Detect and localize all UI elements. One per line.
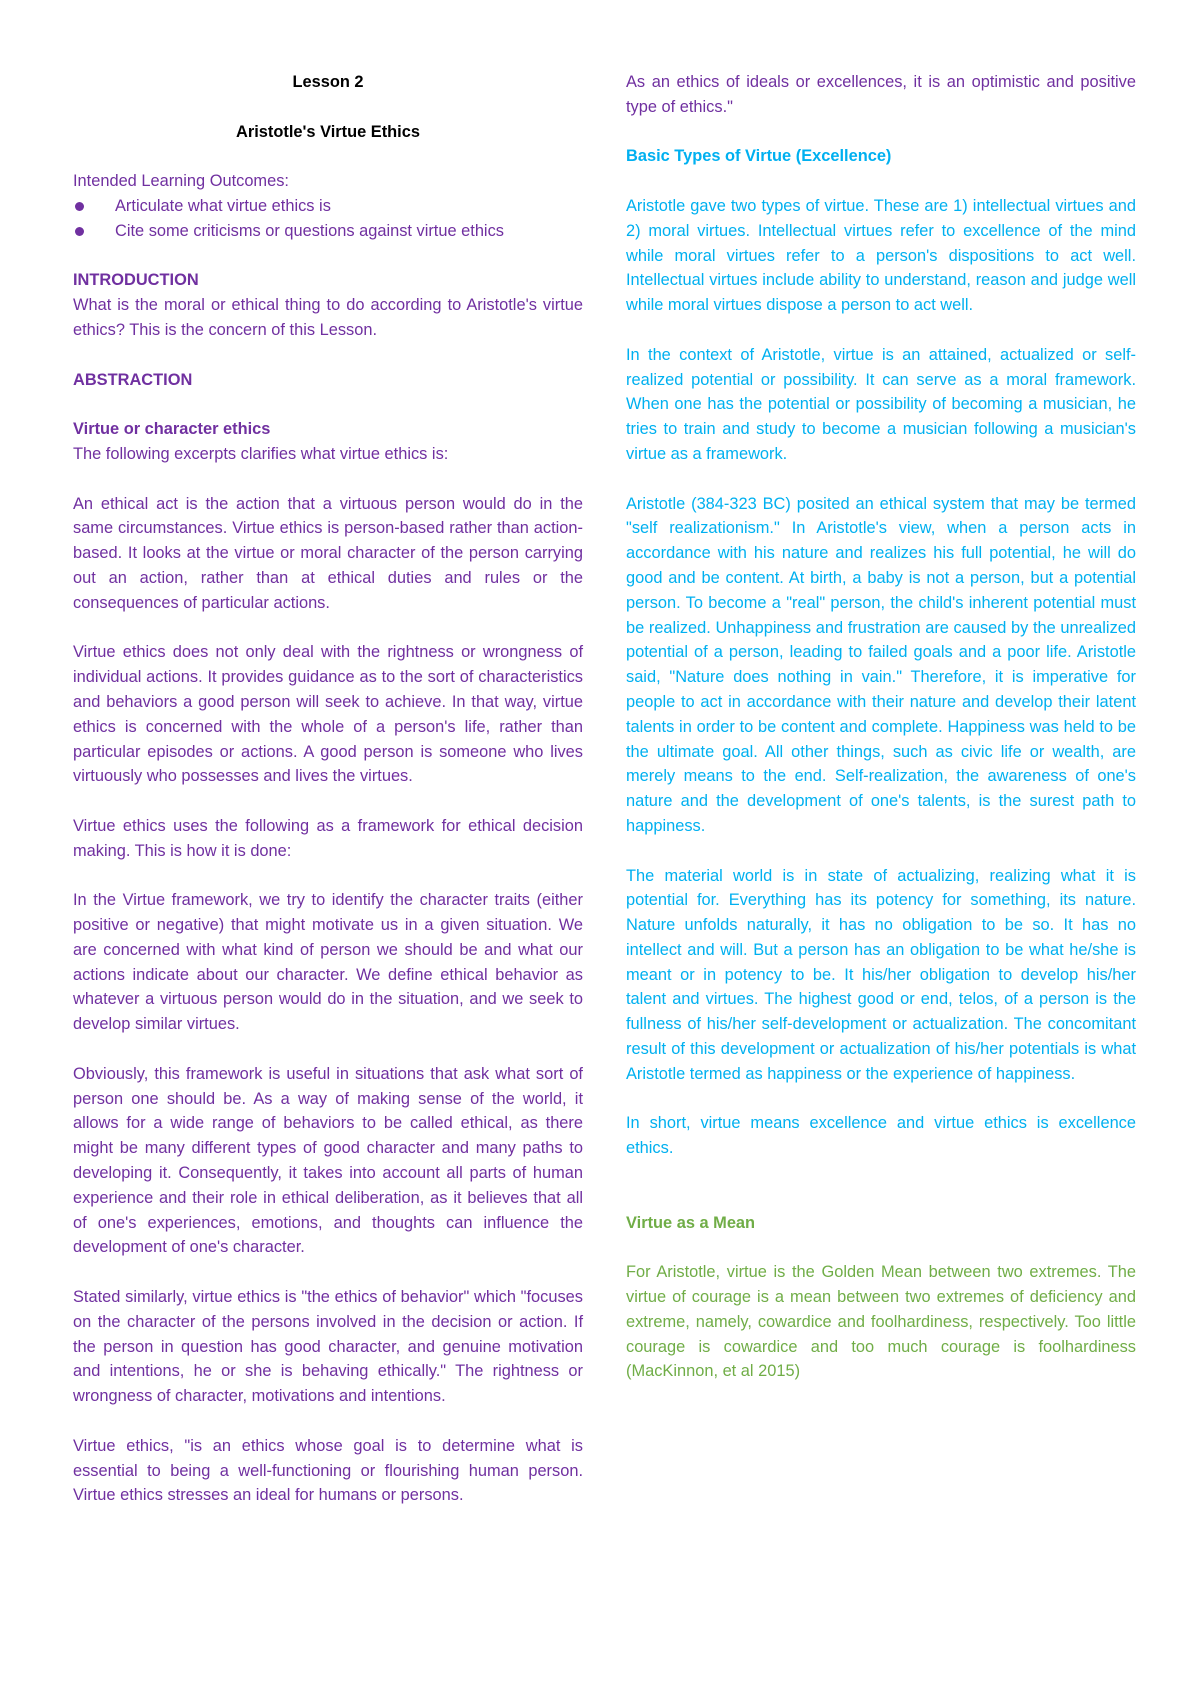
virtue-mean-text: For Aristotle, virtue is the Golden Mean between two extremes. The virtue of courage is a mean between two extremes of deficiency and extreme, namely, cowardice and foolhardiness, respectively. Too little courage is cowardice and too much courage is foolhardiness (MacKinnon, et al 2015) [626, 1263, 1136, 1381]
right-column [626, 70, 1136, 1409]
paragraph: The material world is in state of actualizing, realizing what it is potential for. Everything has its potency for something, its nature. Nature unfolds naturally, it has no obligation to be so. It has no intellect and will. But a person has an obligation to be what he/she is meant or in potency to be. It his/her obligation to develop his/her talent and virtues. The highest good or end, telos, of a person is the fullness of his/her self-development or actualization. The concomitant result of this development or actualization of his/her potentials is what Aristotle termed as happiness or the experience of happiness. [626, 866, 1136, 1083]
lesson-title: Aristotle's Virtue Ethics [236, 122, 420, 141]
types-heading: Basic Types of Virtue (Excellence) [626, 147, 892, 166]
outcome-item: Cite some criticisms or questions against virtue ethics [73, 219, 583, 244]
introduction-heading: INTRODUCTION [73, 271, 199, 290]
paragraph: In the Virtue framework, we try to identify the character traits (either positive or negative) that might motivate us in a given situation. We are concerned with what kind of person we should be and what our actions indicate about our character. We define ethical behavior as whatever a virtuous person would do in the situation, and we seek to develop similar virtues. [73, 891, 583, 1034]
paragraph: Aristotle (384-323 BC) posited an ethical system that may be termed "self realizationism." In Aristotle's view, when a person acts in accordance with his nature and realizes his full potential, he will do good and be content. At birth, a baby is not a person, but a potential person. To become a "real" person, the child's inherent potential must be realized. Unhappiness and frustration are caused by the unrealized potential of a person, leading to failed goals and a poor life. Aristotle said, "Nature does nothing in vain." Therefore, it is imperative for people to act in accordance with their nature and develop their latent talents in order to be content and complete. Happiness was held to be the ultimate goal. All other things, such as civic life or wealth, are merely means to the end. Self-realization, the awareness of one's nature and the development of one's talents, is the surest path to happiness. [626, 494, 1136, 835]
outcomes-label: Intended Learning Outcomes: [73, 172, 289, 191]
abstraction-heading: ABSTRACTION [73, 370, 193, 389]
paragraph: In the context of Aristotle, virtue is an attained, actualized or self-realized potential or possibility. It can serve as a moral framework. When one has the potential or possibility of becoming a musician, he tries to train and study to become a musician following a musician's virtue as a framework. [626, 345, 1136, 463]
paragraph: Aristotle gave two types of virtue. These are 1) intellectual virtues and 2) moral virtues. Intellectual virtues refer to excellence of the mind while moral virtues refer to a person's dispositions to act well. Intellectual virtues include ability to understand, reason and judge well while moral virtues dispose a person to act well. [626, 196, 1136, 315]
virtue-ethics-heading: Virtue or character ethics [73, 420, 271, 439]
left-column [73, 70, 583, 1533]
paragraph: Obviously, this framework is useful in situations that ask what sort of person one should be. As a way of making sense of the world, it allows for a wide range of behaviors to be called ethical, as there might be many different types of good character and many paths to developing it. Consequently, it takes into account all parts of human experience and their role in ethical deliberation, as it believes that all of one's experiences, emotions, and thoughts can influence the development of one's character. [73, 1064, 583, 1257]
paragraph: Stated similarly, virtue ethics is "the ethics of behavior" which "focuses on the character of the persons involved in the decision or action. If the person in question has good character, and genuine motivation and intentions, he or she is behaving ethically." The rightness or wrongness of character, motivations and intentions. [73, 1288, 583, 1406]
paragraph: In short, virtue means excellence and virtue ethics is excellence ethics. [626, 1114, 1136, 1158]
virtue-mean-heading: Virtue as a Mean [626, 1213, 756, 1232]
paragraph: Virtue ethics does not only deal with the rightness or wrongness of individual actions. It provides guidance as to the sort of characteristics and behaviors a good person will seek to achieve. In that way, virtue ethics is concerned with the whole of a person's life, rather than particular episodes or actions. A good person is someone who lives virtuously who possesses and lives the virtues. [73, 643, 583, 786]
introduction-text: What is the moral or ethical thing to do according to Aristotle's virtue ethics? This is the concern of this Lesson. [73, 296, 583, 339]
paragraph: An ethical act is the action that a virtuous person would do in the same circumstances. Virtue ethics is person-based rather than action-based. It looks at the virtue or moral character of the person carrying out an action, rather than at ethical duties and rules or the consequences of particular actions. [73, 494, 583, 612]
lesson-number: Lesson 2 [292, 73, 364, 91]
bullet-icon [75, 227, 84, 236]
paragraph: Virtue ethics uses the following as a framework for ethical decision making. This is how it is done: [73, 816, 583, 860]
bullet-icon [75, 202, 84, 211]
virtue-ethics-intro: The following excerpts clarifies what virtue ethics is: [73, 444, 449, 463]
outcome-item: Articulate what virtue ethics is [73, 194, 583, 219]
paragraph: Virtue ethics, "is an ethics whose goal is to determine what is essential to being a well-functioning or flourishing human person. Virtue ethics stresses an ideal for humans or persons. [73, 1436, 583, 1505]
outcomes-list [73, 194, 583, 244]
continuation-text: As an ethics of ideals or excellences, it is an optimistic and positive type of ethics." [626, 73, 1136, 116]
